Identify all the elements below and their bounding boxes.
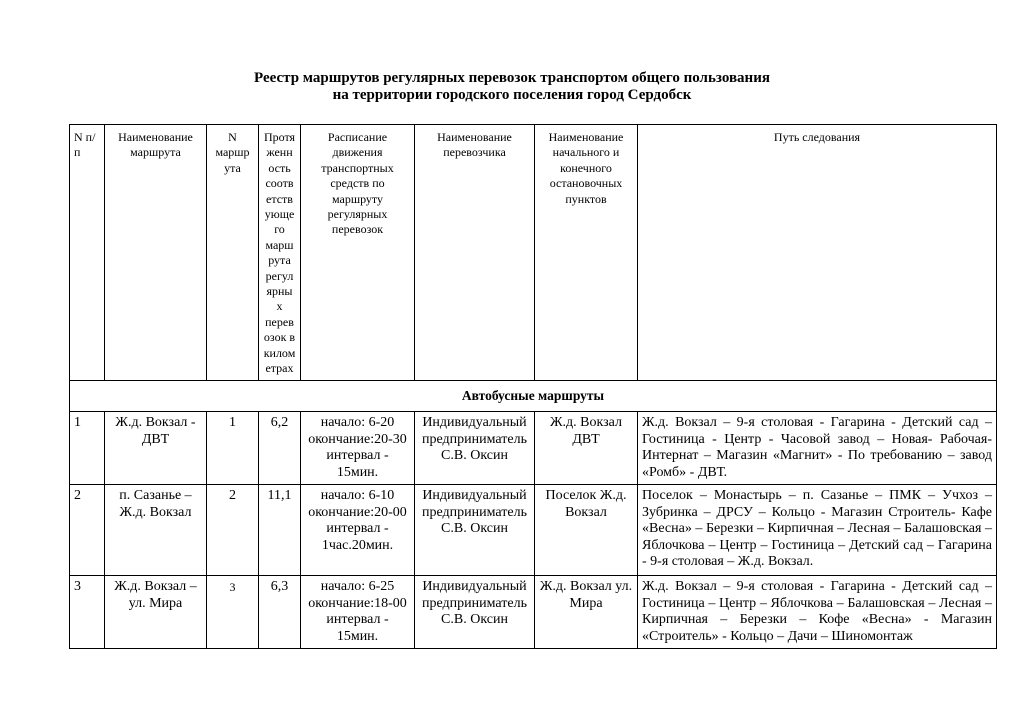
header-schedule: Расписание движения транспортных средств по маршруту регулярных перевозок (301, 125, 415, 381)
row-route-num: 3 (207, 576, 259, 649)
row-length: 6,3 (259, 576, 301, 649)
table-header-row (70, 125, 997, 381)
row-num: 2 (70, 485, 105, 576)
header-name: Наименование маршрута (105, 125, 207, 381)
section-title: Автобусные маршруты (70, 381, 997, 412)
section-row (70, 381, 997, 412)
table-row (70, 576, 997, 649)
row-route-num: 2 (207, 485, 259, 576)
header-stops: Наименование начального и конечного остановочных пунктов (535, 125, 638, 381)
routes-table (69, 124, 997, 649)
header-num: N п/п (70, 125, 105, 381)
row-route-num: 1 (207, 412, 259, 485)
row-name: Ж.д. Вокзал – ул. Мира (105, 576, 207, 649)
document-title (0, 70, 1024, 104)
title-line-1: Реестр маршрутов регулярных перевозок транспортом общего пользования (254, 70, 770, 86)
row-carrier: Индивидуальный предприниматель С.В. Оксин (415, 485, 535, 576)
row-name: Ж.д. Вокзал - ДВТ (105, 412, 207, 485)
row-length: 6,2 (259, 412, 301, 485)
row-carrier: Индивидуальный предприниматель С.В. Оксин (415, 412, 535, 485)
row-carrier: Индивидуальный предприниматель С.В. Оксин (415, 576, 535, 649)
row-length: 11,1 (259, 485, 301, 576)
row-num: 1 (70, 412, 105, 485)
row-schedule: начало: 6-10 окончание:20-00 интервал - 1час.20мин. (301, 485, 415, 576)
header-carrier: Наименование перевозчика (415, 125, 535, 381)
row-path: Ж.д. Вокзал – 9-я столовая - Гагарина - Детский сад – Гостиница – Центр – Яблочкова – Балашовская – Лесная – Кирпичная – Березки – Кофе «Весна» - Магазин «Строитель» - Кольцо – Дачи – Шиномонтаж (638, 576, 997, 649)
row-schedule: начало: 6-20 окончание:20-30 интервал - 15мин. (301, 412, 415, 485)
header-length: Протя женн ость соотв етств ующе го марш рута регул ярны х перев озок в килом етрах (259, 125, 301, 381)
header-path: Путь следования (638, 125, 997, 381)
table-row (70, 412, 997, 485)
row-schedule: начало: 6-25 окончание:18-00 интервал - 15мин. (301, 576, 415, 649)
table-row (70, 485, 997, 576)
row-path: Ж.д. Вокзал – 9-я столовая - Гагарина - Детский сад – Гостиница - Центр - Часовой завод – Новая- Рабочая- Интернат – Магазин «Магнит» - По требованию – завод «Ромб» - ДВТ. (638, 412, 997, 485)
header-route-num: N маршр ута (207, 125, 259, 381)
title-line-2: на территории городского поселения город Сердобск (332, 87, 692, 103)
row-stops: Поселок Ж.д. Вокзал (535, 485, 638, 576)
row-stops: Ж.д. Вокзал ул. Мира (535, 576, 638, 649)
row-num: 3 (70, 576, 105, 649)
row-name: п. Сазанье – Ж.д. Вокзал (105, 485, 207, 576)
row-path: Поселок – Монастырь – п. Сазанье – ПМК – Учхоз – Зубринка – ДРСУ – Кольцо - Магазин Строитель- Кафе «Весна» – Березки – Кирпичная – Лесная – Балашовская – Яблочкова – Центр – Гостиница – Детский сад – Гагарина - 9-я столовая – Ж.д. Вокзал. (638, 485, 997, 576)
row-stops: Ж.д. Вокзал ДВТ (535, 412, 638, 485)
